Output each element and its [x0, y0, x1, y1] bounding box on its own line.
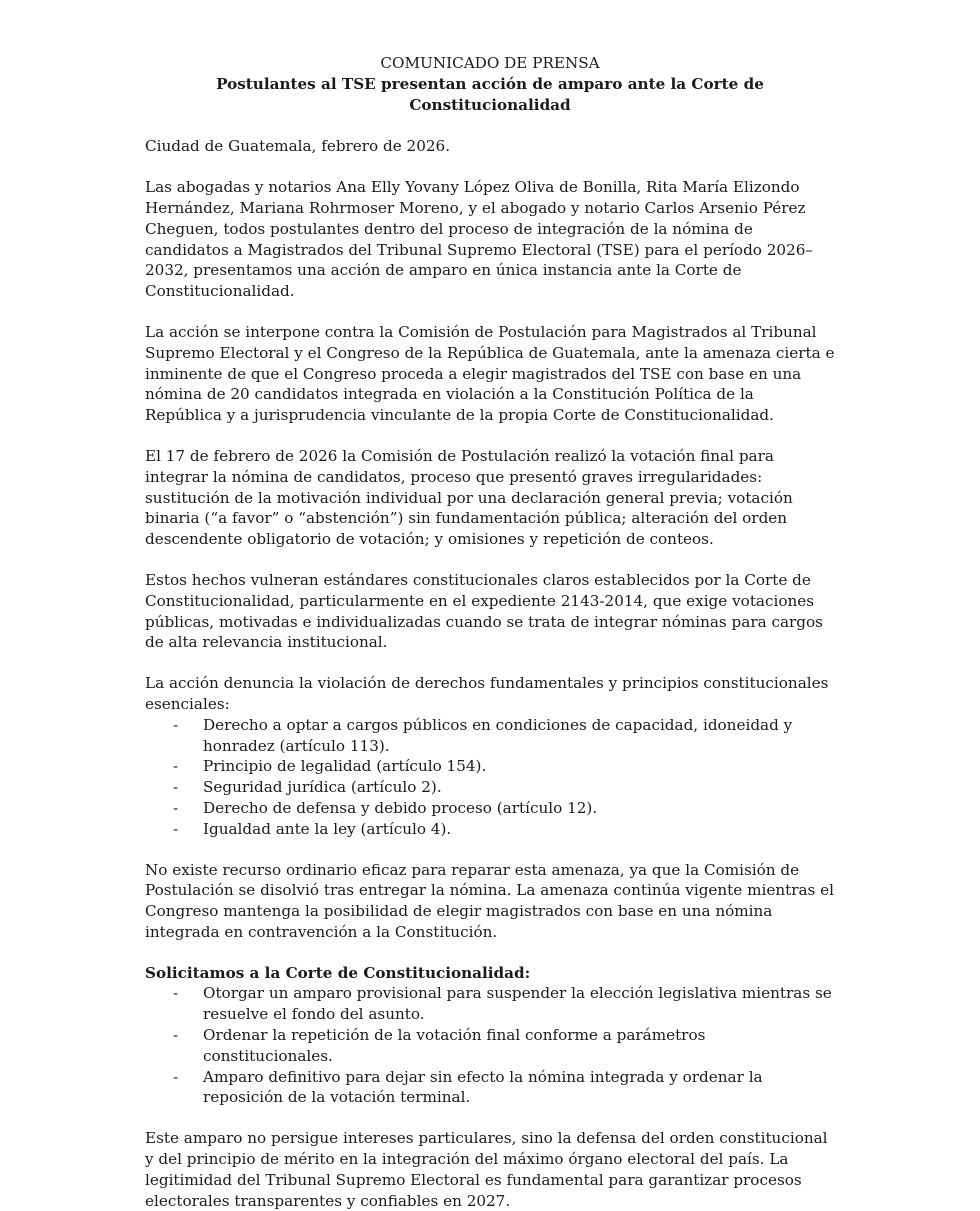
list-item [145, 777, 835, 798]
list-item-text: Amparo definitivo para dejar sin efecto la nómina integrada y ordenar la reposición de la votación terminal. [203, 1067, 763, 1107]
paragraph-action-against: La acción se interpone contra la Comisión de Postulación para Magistrados al Tribunal Supremo Electoral y el Congreso de la República de Guatemala, ante la amenaza cierta e inminente de que el Congreso proceda a elegir magistrados del TSE con base en una nómina de 20 candidatos integrada en violación a la Constitución Política de la República y a jurisprudencia vinculante de la propia Corte de Constitucionalidad. [145, 322, 835, 425]
bullet-dash: - [173, 757, 179, 776]
list-item [145, 1067, 835, 1109]
violations-list [145, 715, 835, 840]
document-headline: Postulantes al TSE presentan acción de amparo ante la Corte de Constitucionalidad [216, 74, 764, 114]
request-title: Solicitamos a la Corte de Constitucionalidad: [145, 963, 531, 982]
paragraph-irregularities: El 17 de febrero de 2026 la Comisión de Postulación realizó la votación final para integrar la nómina de candidatos, proceso que presentó graves irregularidades: sustitución de la motivación individual por una declaración general previa; votación binaria (“a favor” o “abstención”) sin fundamentación pública; alteración del orden descendente obligatorio de votación; y omisiones y repetición de conteos. [145, 446, 793, 549]
list-item [145, 715, 835, 757]
list-item-text: Principio de legalidad (artículo 154). [203, 757, 487, 776]
paragraph-petitioners: Las abogadas y notarios Ana Elly Yovany López Oliva de Bonilla, Rita María Elizondo Hernández, Mariana Rohrmoser Moreno, y el abogado y notario Carlos Arsenio Pérez Cheguen, todos postulantes dentro del proceso de integración de la nómina de candidatos a Magistrados del Tribunal Supremo Electoral (TSE) para el período 2026–2032, presentamos una acción de amparo en única instancia ante la Corte de Constitucionalidad. [145, 178, 814, 301]
bullet-dash: - [173, 798, 179, 817]
list-item-text: Ordenar la repetición de la votación final conforme a parámetros constitucionales. [203, 1026, 706, 1065]
bullet-dash: - [173, 984, 179, 1003]
list-item [145, 756, 835, 777]
bullet-dash: - [173, 1026, 179, 1045]
list-item-text: Seguridad jurídica (artículo 2). [203, 778, 442, 797]
violations-intro: La acción denuncia la violación de derechos fundamentales y principios constitucionales esenciales: [145, 674, 829, 713]
document-kicker: COMUNICADO DE PRENSA [380, 54, 600, 72]
bullet-dash: - [173, 819, 179, 838]
requests-list [145, 983, 835, 1108]
list-item [145, 798, 835, 819]
press-release-page [145, 53, 835, 1211]
list-item [145, 819, 835, 840]
list-item [145, 1025, 835, 1067]
list-item-text: Igualdad ante la ley (artículo 4). [203, 819, 452, 838]
list-item-text: Derecho de defensa y debido proceso (artículo 12). [203, 798, 598, 817]
bullet-dash: - [173, 778, 179, 797]
paragraph-no-remedy: No existe recurso ordinario eficaz para reparar esta amenaza, ya que la Comisión de Postulación se disolvió tras entregar la nómina. La amenaza continúa vigente mientras el Congreso mantenga la posibilidad de elegir magistrados con base en una nómina integrada en contravención a la Constitución. [145, 860, 835, 941]
list-item-text: Otorgar un amparo provisional para suspender la elección legislativa mientras se resuelve el fondo del asunto. [203, 984, 832, 1024]
bullet-dash: - [173, 1067, 179, 1086]
list-item [145, 983, 835, 1025]
dateline: Ciudad de Guatemala, febrero de 2026. [145, 137, 451, 156]
paragraph-standards: Estos hechos vulneran estándares constitucionales claros establecidos por la Corte de Constitucionalidad, particularmente en el expediente 2143-2014, que exige votaciones públicas, motivadas e individualizadas cuando se trata de integrar nóminas para cargos de alta relevancia institucional. [145, 570, 823, 652]
paragraph-closing: Este amparo no persigue intereses particulares, sino la defensa del orden constitucional y del principio de mérito en la integración del máximo órgano electoral del país. La legitimidad del Tribunal Supremo Electoral es fundamental para garantizar procesos electorales transparentes y confiables en 2027. [145, 1129, 828, 1210]
list-item-text: Derecho a optar a cargos públicos en condiciones de capacidad, idoneidad y honradez (artículo 113). [203, 715, 793, 755]
bullet-dash: - [173, 715, 179, 734]
